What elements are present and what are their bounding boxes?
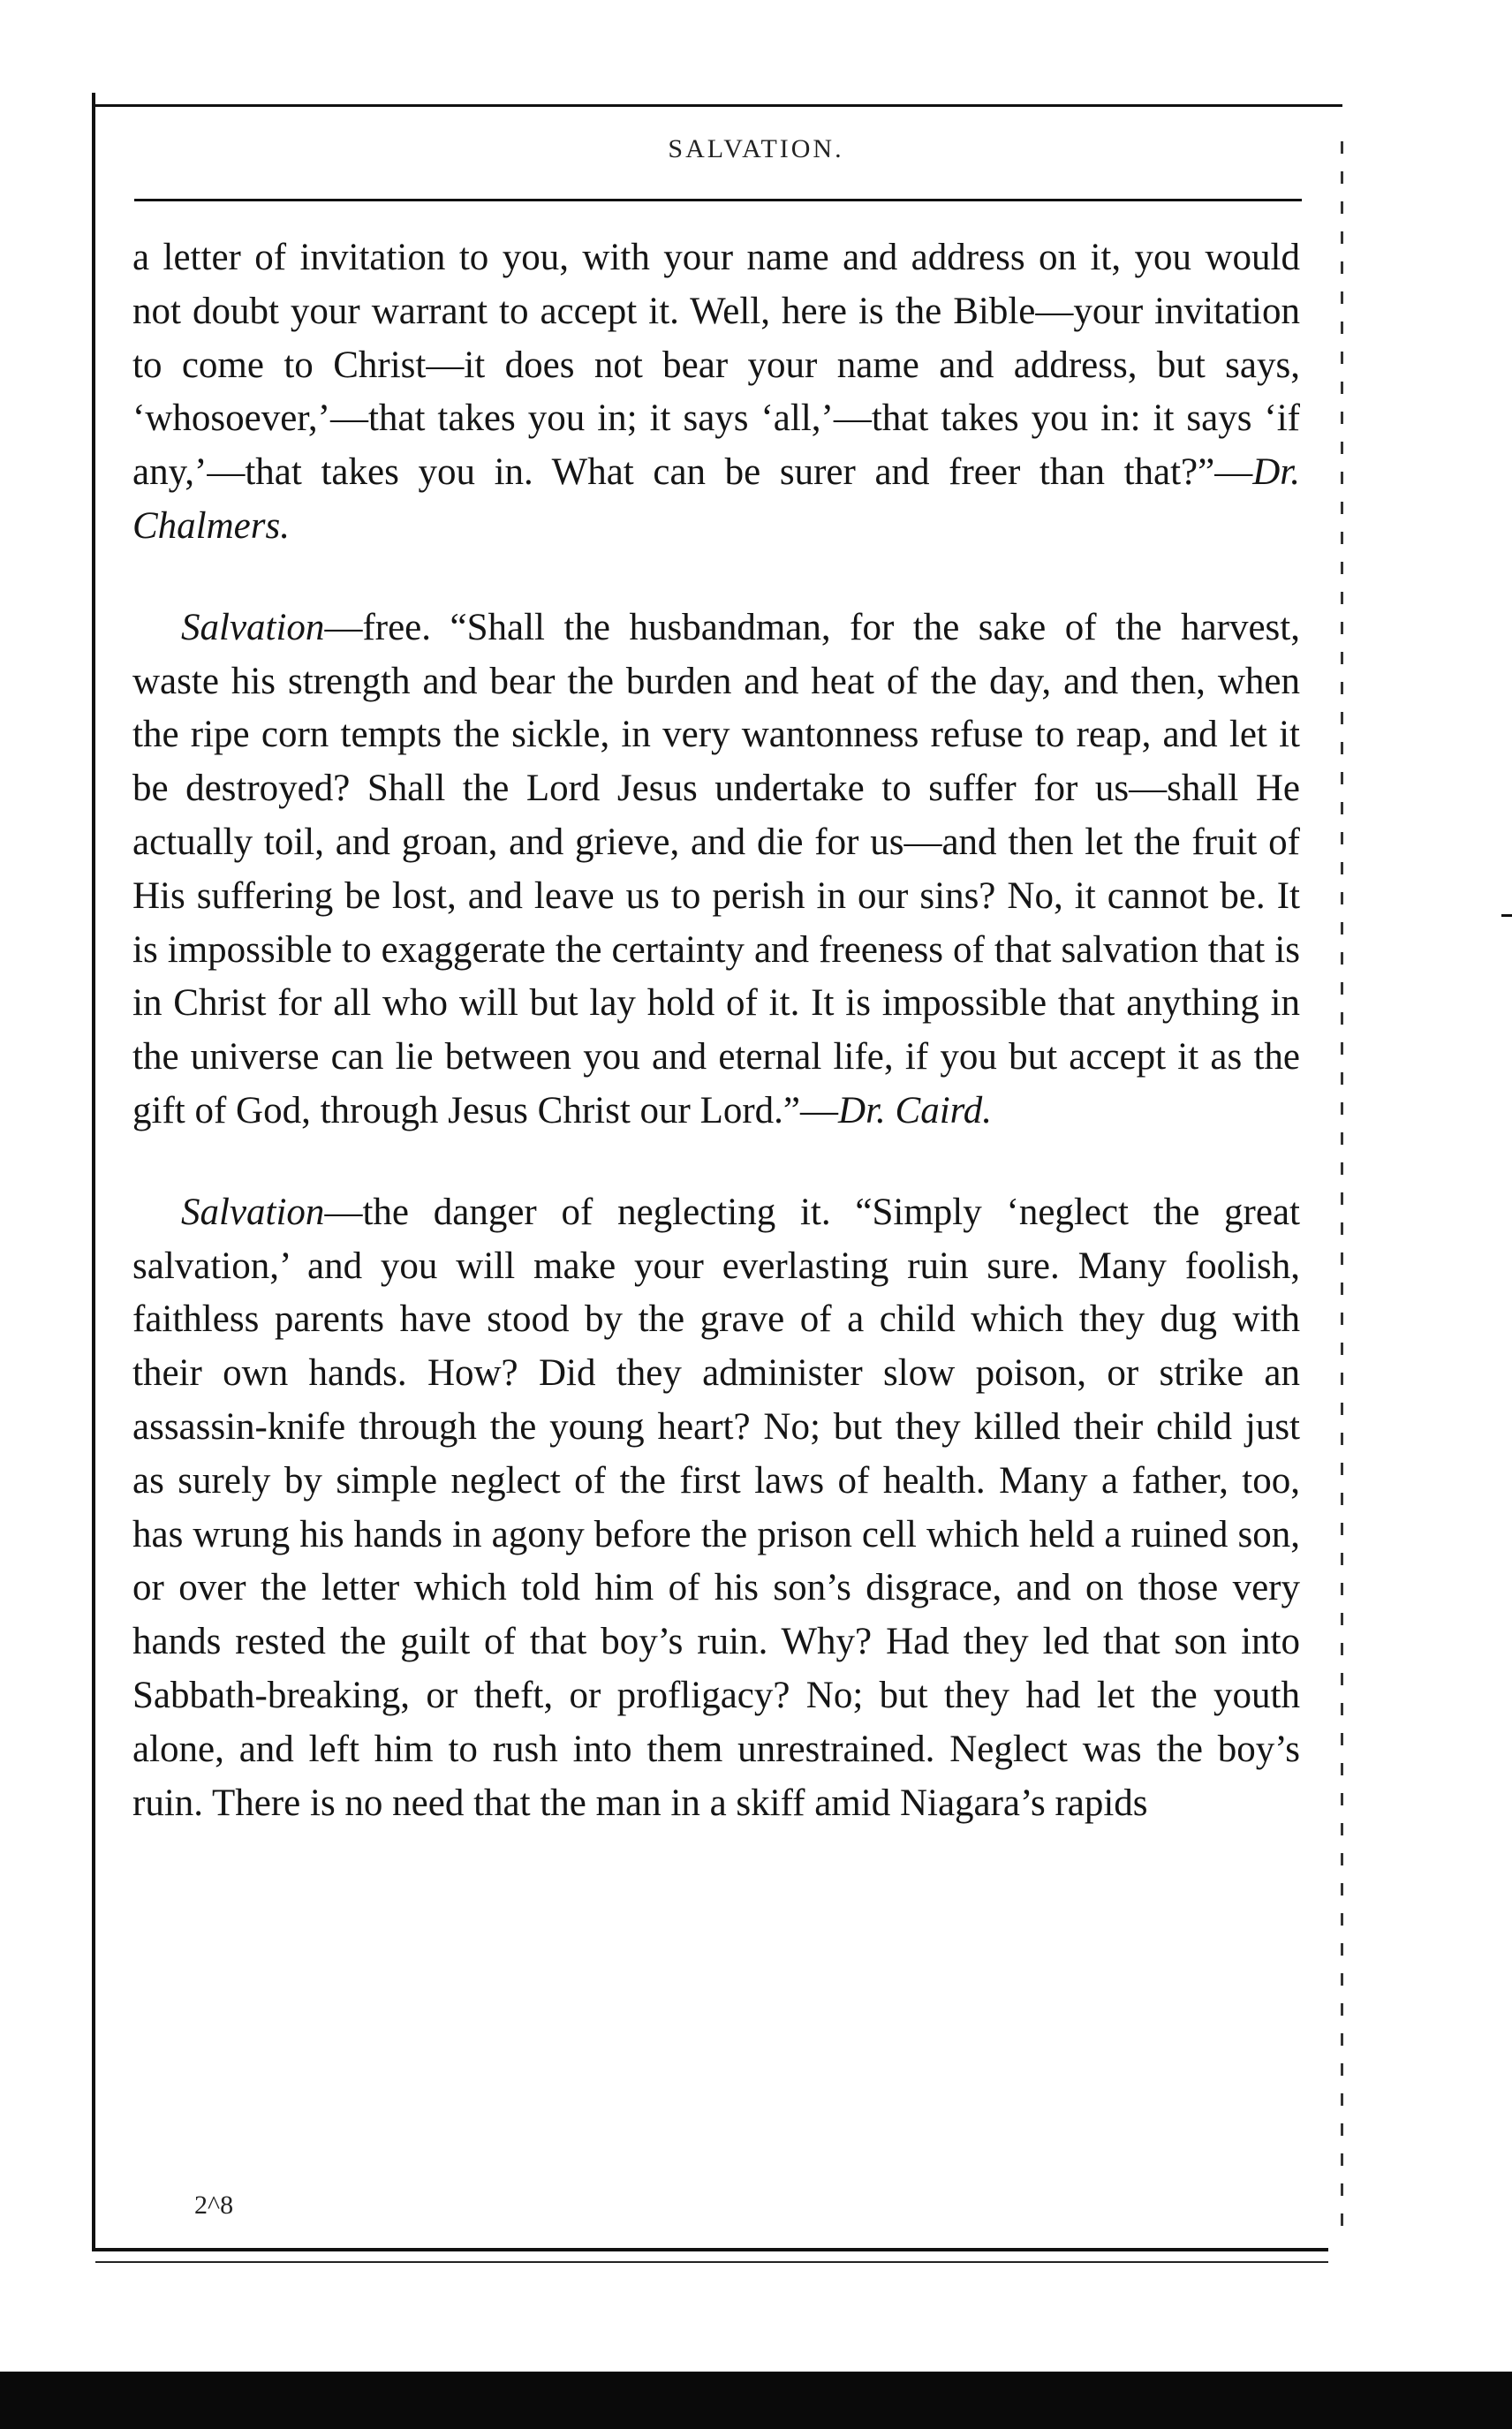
frame-right-dashed-rule <box>1341 141 1343 2226</box>
paragraph-2 <box>132 602 1300 1139</box>
paragraph-lead: Salvation <box>181 606 325 648</box>
paragraph-3 <box>132 1186 1300 1831</box>
page-number: 2^8 <box>194 2191 234 2220</box>
frame-left-rule <box>92 93 95 2248</box>
frame-bottom-rule-inner <box>95 2261 1328 2263</box>
frame-top-rule <box>92 104 1342 107</box>
paragraph-lead: Salvation <box>181 1191 325 1233</box>
paragraph-body: —the danger of neglecting it. “Simply ‘neglect the great salvation,’ and you will make your everlasting ruin sure. Many foolish, faithless parents have stood by the grave of a child which they dug with their own hands. How? Did they administer slow poison, or strike an assassin-knife through the young heart? No; but they killed their child just as surely by simple neglect of the first laws of health. Many a father, too, has wrung his hands in agony before the prison cell which held a ruined son, or over the letter which told him of his son’s disgrace, and on those very hands rested the guilt of that boy’s ruin. Why? Had they led that son into Sabbath-breaking, or theft, or profligacy? No; but they had let the youth alone, and left him to rush into them unrestrained. Neglect was the boy’s ruin. There is no need that the man in a skiff amid Niagara’s rapids <box>132 1191 1300 1824</box>
paragraph-body: a letter of invitation to you, with your name and address on it, you would not doubt your warrant to accept it. Well, here is the Bible—your invitation to come to Christ—it does not bear your name and address, but says, ‘whosoever,’—that takes you in; it says ‘all,’—that takes you in: it says ‘if any,’—that takes you in. What can be surer and freer than that?”— <box>132 237 1300 494</box>
running-head: SALVATION. <box>668 134 844 163</box>
author-attribution: Dr. Caird. <box>838 1089 993 1131</box>
frame-bottom-rule <box>92 2248 1328 2251</box>
scan-edge-bar <box>0 2372 1512 2429</box>
paragraph-1 <box>132 231 1300 554</box>
author-attribution: Dr. Chalmers. <box>132 451 1300 547</box>
paragraph-body: —free. “Shall the husbandman, for the sake of the harvest, waste his strength and bear the burden and heat of the day, and then, when the ripe corn tempts the sickle, in very wantonness refuse to reap, and let it be destroyed? Shall the Lord Jesus undertake to suffer for us—shall He actually toil, and groan, and grieve, and die for us—and then let the fruit of His suffering be lost, and leave us to perish in our sins? No, it cannot be. It is impossible to exaggerate the certainty and freeness of that salvation that is in Christ for all who will but lay hold of it. It is impossible that anything in the universe can lie between you and eternal life, if you but accept it as the gift of God, through Jesus Christ our Lord.”— <box>132 606 1300 1131</box>
header-rule <box>134 199 1302 201</box>
body-text <box>132 231 1300 1830</box>
scan-mark <box>1501 914 1512 917</box>
